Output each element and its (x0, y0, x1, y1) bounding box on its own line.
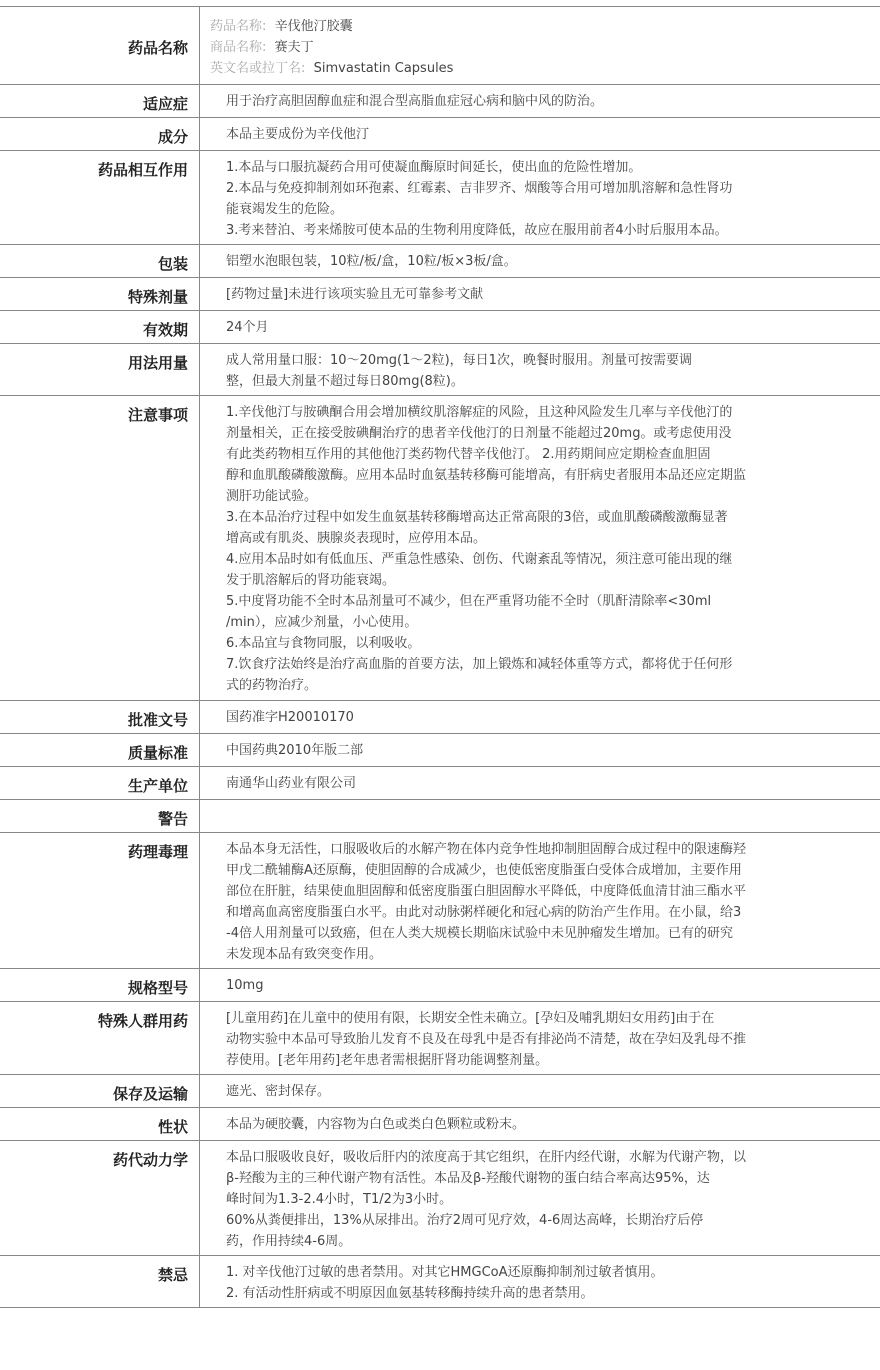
table-row (0, 734, 880, 767)
row-label: 成分 (0, 118, 200, 150)
content-line: 醇和血肌酸磷酸激酶。应用本品时血氨基转移酶可能增高，有肝病史者服用本品还应定期监 (226, 468, 747, 483)
table-row (0, 969, 880, 1002)
row-label: 禁忌 (0, 1256, 200, 1307)
row-label: 规格型号 (0, 969, 200, 1001)
row-content (200, 311, 880, 343)
row-content (200, 1141, 880, 1255)
row-content (200, 734, 880, 766)
content-line: 10mg (226, 978, 264, 993)
content-line: 60%从粪便排出，13%从尿排出。治疗2周可见疗效，4-6周达高峰，长期治疗后停 (226, 1213, 704, 1228)
content-line: 3.在本品治疗过程中如发生血氨基转移酶增高达正常高限的3倍，或血肌酸磷酸激酶显著 (226, 510, 728, 525)
row-content (200, 1075, 880, 1107)
generic-name-line: 药品名称: 辛伐他汀胶囊 (210, 19, 353, 34)
content-line: 本品本身无活性，口服吸收后的水解产物在体内竞争性地抑制胆固醇合成过程中的限速酶羟 (226, 842, 747, 857)
content-line: 2.本品与免疫抑制剂如环孢素、红霉素、吉非罗齐、烟酸等合用可增加肌溶解和急性肾功 (226, 181, 733, 196)
content-line: 能衰竭发生的危险。 (226, 202, 344, 217)
row-content (200, 1108, 880, 1140)
content-line: 有此类药物相互作用的其他他汀类药物代替辛伐他汀。 2.用药期间应定期检查血胆固 (226, 447, 711, 462)
row-label: 保存及运输 (0, 1075, 200, 1107)
content-line: 动物实验中本品可导致胎儿发育不良及在母乳中是否有排泌尚不清楚，故在孕妇及乳母不推 (226, 1032, 747, 1047)
content-line: 本品为硬胶囊，内容物为白色或类白色颗粒或粉末。 (226, 1117, 526, 1132)
table-row (0, 311, 880, 344)
content-line: 6.本品宜与食物同服，以利吸收。 (226, 636, 421, 651)
content-line: 1.辛伐他汀与胺碘酮合用会增加横纹肌溶解症的风险，且这种风险发生几率与辛伐他汀的 (226, 405, 733, 420)
table-row (0, 344, 880, 396)
trade-name-value: 赛夫丁 (274, 40, 314, 55)
content-line: 遮光、密封保存。 (226, 1084, 331, 1099)
content-line: 发于肌溶解后的肾功能衰竭。 (226, 573, 396, 588)
row-label: 包装 (0, 245, 200, 277)
table-row (0, 85, 880, 118)
trade-name-line: 商品名称: 赛夫丁 (210, 40, 314, 55)
row-label: 药品名称 (0, 7, 200, 84)
row-content (200, 1002, 880, 1074)
content-line: 国药准字H20010170 (226, 710, 354, 725)
content-line: 4.应用本品时如有低血压、严重急性感染、创伤、代谢紊乱等情况，须注意可能出现的继 (226, 552, 733, 567)
row-content (200, 118, 880, 150)
content-line: 部位在肝脏，结果使血胆固醇和低密度脂蛋白胆固醇水平降低，中度降低血清甘油三酯水平 (226, 884, 747, 899)
table-row (0, 833, 880, 969)
content-line: 铝塑水泡眼包装，10粒/板/盒，10粒/板×3板/盒。 (226, 254, 517, 269)
row-label: 警告 (0, 800, 200, 832)
content-line: 峰时间为1.3-2.4小时，T1/2为3小时。 (226, 1192, 453, 1207)
content-line: 未发现本品有致突变作用。 (226, 947, 383, 962)
content-line: 甲戊二酰辅酶A还原酶，使胆固醇的合成减少，也使低密度脂蛋白受体合成增加，主要作用 (226, 863, 742, 878)
content-line: 本品主要成份为辛伐他汀 (226, 127, 370, 142)
content-line: 用于治疗高胆固醇血症和混合型高脂血症冠心病和脑中风的防治。 (226, 94, 604, 109)
table-row (0, 1256, 880, 1308)
content-line: 2. 有活动性肝病或不明原因血氨基转移酶持续升高的患者禁用。 (226, 1286, 594, 1301)
content-line: [药物过量]未进行该项实验且无可靠参考文献 (226, 287, 484, 302)
table-row (0, 701, 880, 734)
content-line: 增高或有肌炎、胰腺炎表现时，应停用本品。 (226, 531, 487, 546)
content-line: -4倍人用剂量可以致癌，但在人类大规模长期临床试验中未见肿瘤发生增加。已有的研究 (226, 926, 733, 941)
table-row (0, 396, 880, 701)
row-label: 质量标准 (0, 734, 200, 766)
row-content (200, 833, 880, 968)
english-name-line: 英文名或拉丁名: Simvastatin Capsules (210, 61, 454, 76)
row-content (200, 701, 880, 733)
table-row (0, 151, 880, 245)
row-content (200, 344, 880, 395)
row-label: 有效期 (0, 311, 200, 343)
content-line: 测肝功能试验。 (226, 489, 318, 504)
content-line: 南通华山药业有限公司 (226, 776, 357, 791)
table-row (0, 1141, 880, 1256)
row-content (200, 151, 880, 244)
table-row (0, 118, 880, 151)
content-line: 5.中度肾功能不全时本品剂量可不减少，但在严重肾功能不全时（肌酐清除率<30ml (226, 594, 712, 609)
row-drug-name (0, 7, 880, 85)
row-content (200, 85, 880, 117)
content-line: 和增高血高密度脂蛋白水平。由此对动脉粥样硬化和冠心病的防治产生作用。在小鼠，给3 (226, 905, 742, 920)
table-row (0, 767, 880, 800)
table-row (0, 1075, 880, 1108)
table-row (0, 800, 880, 833)
row-label: 药品相互作用 (0, 151, 200, 244)
row-content (200, 396, 880, 700)
content-line: 中国药典2010年版二部 (226, 743, 364, 758)
row-content (200, 969, 880, 1001)
content-line: /min），应减少剂量，小心使用。 (226, 615, 418, 630)
row-label: 批准文号 (0, 701, 200, 733)
content-line: 成人常用量口服：10～20mg(1～2粒)，每日1次，晚餐时服用。剂量可按需要调 (226, 353, 692, 368)
content-line: β-羟酸为主的三种代谢产物有活性。本品及β-羟酸代谢物的蛋白结合率高达95%，达 (226, 1171, 710, 1186)
row-label: 药理毒理 (0, 833, 200, 968)
row-content (200, 767, 880, 799)
row-content (200, 278, 880, 310)
drug-name-content (200, 7, 880, 84)
content-line: 7.饮食疗法始终是治疗高血脂的首要方法，加上锻炼和减轻体重等方式，都将优于任何形 (226, 657, 733, 672)
content-line: 24个月 (226, 320, 269, 335)
table-row (0, 278, 880, 311)
row-content (200, 800, 880, 832)
drug-info-table (0, 6, 880, 1308)
content-line: 药，作用持续4-6周。 (226, 1234, 352, 1249)
content-line: 整，但最大剂量不超过每日80mg(8粒)。 (226, 374, 464, 389)
table-row (0, 1108, 880, 1141)
content-line: [儿童用药]在儿童中的使用有限，长期安全性未确立。[孕妇及哺乳期妇女用药]由于在 (226, 1011, 715, 1026)
row-content (200, 245, 880, 277)
content-line: 1.本品与口服抗凝药合用可使凝血酶原时间延长，使出血的危险性增加。 (226, 160, 642, 175)
content-line: 式的药物治疗。 (226, 678, 318, 693)
row-label: 特殊人群用药 (0, 1002, 200, 1074)
english-name-value: Simvastatin Capsules (313, 61, 454, 76)
content-line: 荐使用。[老年用药]老年患者需根据肝肾功能调整剂量。 (226, 1053, 549, 1068)
table-row (0, 1002, 880, 1075)
content-line: 本品口服吸收良好，吸收后肝内的浓度高于其它组织，在肝内经代谢，水解为代谢产物，以 (226, 1150, 747, 1165)
row-label: 性状 (0, 1108, 200, 1140)
table-row (0, 245, 880, 278)
row-label: 注意事项 (0, 396, 200, 700)
generic-name-value: 辛伐他汀胶囊 (274, 19, 353, 34)
row-label: 特殊剂量 (0, 278, 200, 310)
row-content (200, 1256, 880, 1307)
row-label: 适应症 (0, 85, 200, 117)
content-line: 剂量相关，正在接受胺碘酮治疗的患者辛伐他汀的日剂量不能超过20mg。或考虑使用没 (226, 426, 732, 441)
row-label: 药代动力学 (0, 1141, 200, 1255)
content-line: 1. 对辛伐他汀过敏的患者禁用。对其它HMGCoA还原酶抑制剂过敏者慎用。 (226, 1265, 664, 1280)
row-label: 用法用量 (0, 344, 200, 395)
content-line: 3.考来替泊、考来烯胺可使本品的生物利用度降低，故应在服用前者4小时后服用本品。 (226, 223, 728, 238)
row-label: 生产单位 (0, 767, 200, 799)
